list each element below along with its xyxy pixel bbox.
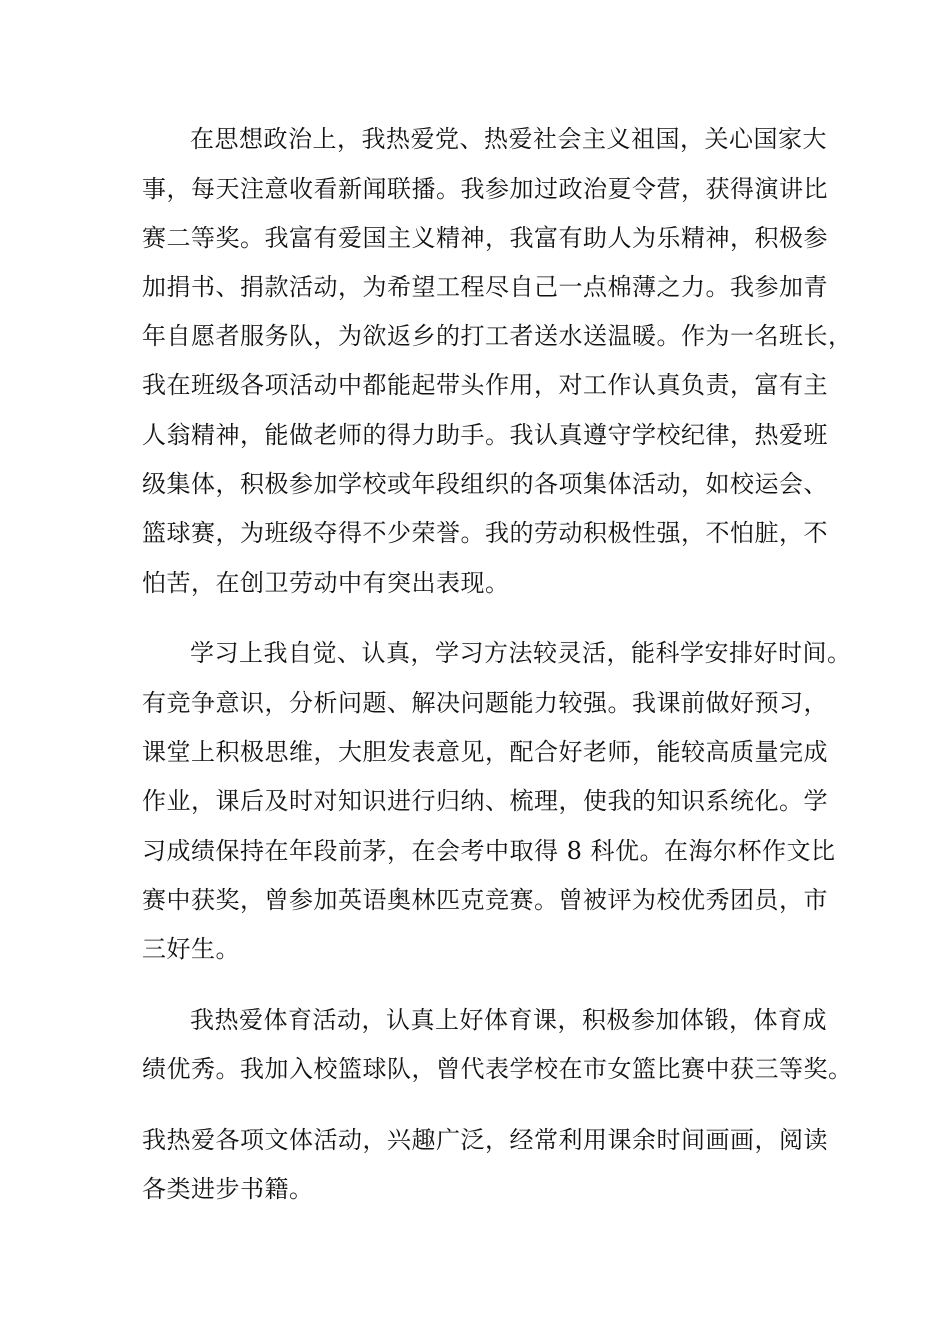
- text-line: 在思想政治上，我热爱党、热爱社会主义祖国，关心国家大: [190, 125, 827, 153]
- text-line: 我热爱体育活动，认真上好体育课，积极参加体锻，体育成: [190, 1006, 827, 1034]
- text-line: 我热爱各项文体活动，兴趣广泛，经常利用课余时间画画，阅读: [142, 1126, 828, 1154]
- text-line: 有竞争意识，分析问题、解决问题能力较强。我课前做好预习，: [142, 689, 828, 717]
- text-line: 年自愿者服务队，为欲返乡的打工者送水送温暖。作为一名班长，: [142, 322, 853, 350]
- text-line: 加捐书、捐款活动，为希望工程尽自己一点棉薄之力。我参加青: [142, 273, 828, 301]
- text-line: 学习上我自觉、认真，学习方法较灵活，能科学安排好时间。: [190, 639, 852, 667]
- text-line: 课堂上积极思维，大胆发表意见，配合好老师，能较高质量完成: [142, 738, 828, 766]
- text-line: 级集体，积极参加学校或年段组织的各项集体活动，如校运会、: [142, 470, 828, 498]
- text-line: 赛二等奖。我富有爱国主义精神，我富有助人为乐精神，积极参: [142, 224, 828, 252]
- text-line: 各类进步书籍。: [142, 1175, 314, 1203]
- text-line: 赛中获奖，曾参加英语奥林匹克竞赛。曾被评为校优秀团员，市: [142, 886, 828, 914]
- text-line: 事，每天注意收看新闻联播。我参加过政治夏令营，获得演讲比: [142, 175, 828, 203]
- text-line: 我在班级各项活动中都能起带头作用，对工作认真负责，富有主: [142, 371, 828, 399]
- text-line: 习成绩保持在年段前茅，在会考中取得 8 科优。在海尔杯作文比: [142, 837, 836, 865]
- text-line: 三好生。: [142, 935, 240, 963]
- text-line: 人翁精神，能做老师的得力助手。我认真遵守学校纪律，热爱班: [142, 421, 828, 449]
- text-line: 绩优秀。我加入校篮球队，曾代表学校在市女篮比赛中获三等奖。: [142, 1055, 853, 1083]
- text-line: 作业，课后及时对知识进行归纳、梳理，使我的知识系统化。学: [142, 787, 828, 815]
- text-line: 篮球赛，为班级夺得不少荣誉。我的劳动积极性强，不怕脏，不: [142, 519, 828, 547]
- text-line: 怕苦，在创卫劳动中有突出表现。: [142, 569, 510, 597]
